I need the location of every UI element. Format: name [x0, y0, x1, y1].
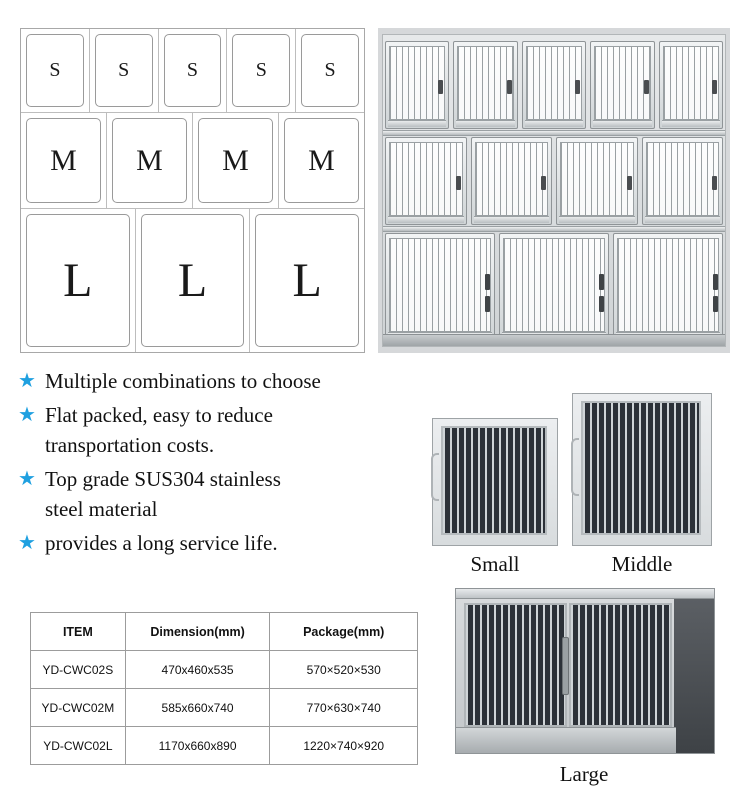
cage-unit-large — [499, 233, 609, 341]
cage-unit — [385, 41, 449, 129]
cage-bars — [503, 238, 605, 332]
feature-text-line: steel material — [44, 497, 158, 521]
cage-unit — [385, 137, 467, 225]
feature-text — [45, 464, 281, 524]
cage-handle — [431, 453, 439, 501]
cage-bars — [457, 46, 513, 120]
cage-latch-icon — [485, 296, 490, 312]
feature-text-line: transportation costs. — [44, 433, 215, 457]
cage-latch-icon — [575, 80, 580, 94]
table-cell-item: YD-CWC02M — [31, 689, 126, 727]
cage-latch-icon — [456, 176, 461, 190]
schematic-label: S — [49, 59, 61, 81]
cage-bank-photo — [378, 28, 730, 353]
cage-bars — [443, 428, 545, 533]
schematic-cell-s-1 — [21, 29, 90, 112]
table-cell-item: YD-CWC02L — [31, 727, 126, 765]
cage-latch-icon — [562, 637, 569, 695]
cage-unit-large — [385, 233, 495, 341]
schematic-cell-m-3 — [193, 113, 279, 208]
cage-latch-icon — [644, 80, 649, 94]
feature-text-line: Multiple combinations to choose — [44, 369, 321, 393]
table-row — [31, 651, 418, 689]
cage-floor — [593, 120, 651, 127]
schematic-label: S — [324, 59, 336, 81]
schematic-label: L — [177, 254, 208, 307]
table-row — [31, 727, 418, 765]
table-cell-package: 770×630×740 — [270, 689, 418, 727]
star-icon: ★ — [18, 404, 36, 426]
cage-size-schematic — [20, 28, 365, 353]
star-icon: ★ — [18, 468, 36, 490]
cage-latch-icon — [712, 176, 717, 190]
cage-bars — [571, 605, 670, 725]
schematic-label: S — [186, 59, 199, 81]
table-cell-item: YD-CWC02S — [31, 651, 126, 689]
schematic-row-small — [21, 29, 364, 113]
cage-floor — [456, 120, 514, 127]
feature-text-line: Top grade SUS304 stainless — [44, 467, 281, 491]
schematic-label: S — [255, 59, 267, 81]
cage-bank-row-middle — [383, 135, 725, 227]
feature-text — [45, 400, 273, 460]
cage-bars — [560, 142, 634, 216]
specification-table — [30, 612, 418, 765]
cage-bars — [526, 46, 582, 120]
schematic-box — [284, 118, 359, 203]
cage-bars — [466, 605, 565, 725]
cage-bars — [663, 46, 719, 120]
schematic-row-large — [21, 209, 364, 352]
feature-item — [18, 366, 438, 396]
schematic-box — [26, 118, 101, 203]
cage-bars — [389, 46, 445, 120]
cage-bank-base — [383, 334, 725, 346]
table-header-item: ITEM — [31, 613, 126, 651]
cage-bars — [594, 46, 650, 120]
cage-base-panel — [456, 727, 676, 753]
cage-latch-icon — [599, 296, 604, 312]
feature-text — [45, 366, 321, 396]
feature-item — [18, 400, 438, 460]
schematic-label: M — [50, 143, 77, 177]
cage-bars — [583, 403, 699, 533]
schematic-label: S — [118, 59, 130, 81]
small-cage-caption: Small — [470, 552, 520, 576]
middle-cage-photo — [572, 393, 712, 546]
schematic-cell-l-2 — [136, 209, 251, 352]
cage-unit — [471, 137, 553, 225]
cage-unit-large — [613, 233, 723, 341]
cage-latch-icon — [627, 176, 632, 190]
cage-latch-icon — [713, 274, 718, 290]
cage-latch-icon — [438, 80, 443, 94]
schematic-cell-m-4 — [279, 113, 364, 208]
cage-top-panel — [456, 589, 714, 599]
cage-floor — [474, 216, 550, 223]
schematic-label: L — [292, 254, 322, 307]
table-row — [31, 689, 418, 727]
cage-door — [441, 426, 547, 535]
schematic-box — [95, 34, 153, 107]
cage-bars — [617, 238, 719, 332]
star-icon: ★ — [18, 532, 36, 554]
schematic-label: L — [63, 254, 93, 307]
schematic-label: M — [222, 143, 249, 177]
cage-bars — [389, 238, 491, 332]
cage-floor — [525, 120, 583, 127]
schematic-row-middle — [21, 113, 364, 209]
table-cell-dimension: 1170x660x890 — [125, 727, 270, 765]
cage-latch-icon — [541, 176, 546, 190]
schematic-box — [198, 118, 273, 203]
table-header-dimension: Dimension(mm) — [125, 613, 270, 651]
cage-latch-icon — [713, 296, 718, 312]
cage-bars — [475, 142, 549, 216]
cage-bars — [646, 142, 720, 216]
cage-floor — [559, 216, 635, 223]
table-cell-package: 1220×740×920 — [270, 727, 418, 765]
cage-handle — [571, 438, 579, 496]
table-header-row — [31, 613, 418, 651]
cage-door — [581, 401, 701, 535]
cage-unit — [642, 137, 724, 225]
cage-bank-row-bottom — [383, 231, 725, 343]
large-cage-caption: Large — [559, 762, 609, 786]
cage-floor — [388, 120, 446, 127]
schematic-cell-l-3 — [250, 209, 364, 352]
cage-door-right — [569, 603, 672, 727]
cage-floor — [662, 120, 720, 127]
feature-item — [18, 464, 438, 524]
cage-latch-icon — [507, 80, 512, 94]
feature-text — [45, 528, 278, 558]
schematic-cell-s-2 — [90, 29, 159, 112]
table-cell-dimension: 585x660x740 — [125, 689, 270, 727]
cage-bank-frame — [382, 34, 726, 347]
table-header-package: Package(mm) — [270, 613, 418, 651]
feature-text-line: provides a long service life. — [44, 531, 278, 555]
table-cell-dimension: 470x460x535 — [125, 651, 270, 689]
schematic-box — [112, 118, 187, 203]
schematic-label: M — [308, 143, 335, 177]
cage-unit — [453, 41, 517, 129]
table-cell-package: 570×520×530 — [270, 651, 418, 689]
large-cage-photo — [455, 588, 715, 754]
cage-side-panel — [674, 589, 714, 753]
schematic-cell-m-2 — [107, 113, 193, 208]
cage-unit — [556, 137, 638, 225]
schematic-box — [232, 34, 290, 107]
middle-cage-caption: Middle — [611, 552, 673, 576]
cage-latch-icon — [712, 80, 717, 94]
cage-unit — [659, 41, 723, 129]
cage-bars — [389, 142, 463, 216]
star-icon: ★ — [18, 370, 36, 392]
feature-item — [18, 528, 438, 558]
cage-latch-icon — [599, 274, 604, 290]
schematic-box — [301, 34, 359, 107]
feature-text-line: Flat packed, easy to reduce — [44, 403, 273, 427]
cage-floor — [645, 216, 721, 223]
schematic-cell-s-5 — [296, 29, 364, 112]
schematic-cell-m-1 — [21, 113, 107, 208]
cage-door-left — [464, 603, 567, 727]
cage-unit — [522, 41, 586, 129]
cage-bank-row-top — [383, 39, 725, 131]
schematic-cell-s-4 — [227, 29, 296, 112]
feature-list — [18, 366, 438, 562]
schematic-cell-s-3 — [159, 29, 228, 112]
small-cage-photo — [432, 418, 558, 546]
cage-latch-icon — [485, 274, 490, 290]
schematic-box — [164, 34, 222, 107]
schematic-label: M — [136, 143, 163, 177]
schematic-box — [26, 214, 130, 347]
cage-unit — [590, 41, 654, 129]
schematic-box — [141, 214, 245, 347]
schematic-box — [255, 214, 359, 347]
cage-floor — [388, 216, 464, 223]
schematic-cell-l-1 — [21, 209, 136, 352]
schematic-box — [26, 34, 84, 107]
